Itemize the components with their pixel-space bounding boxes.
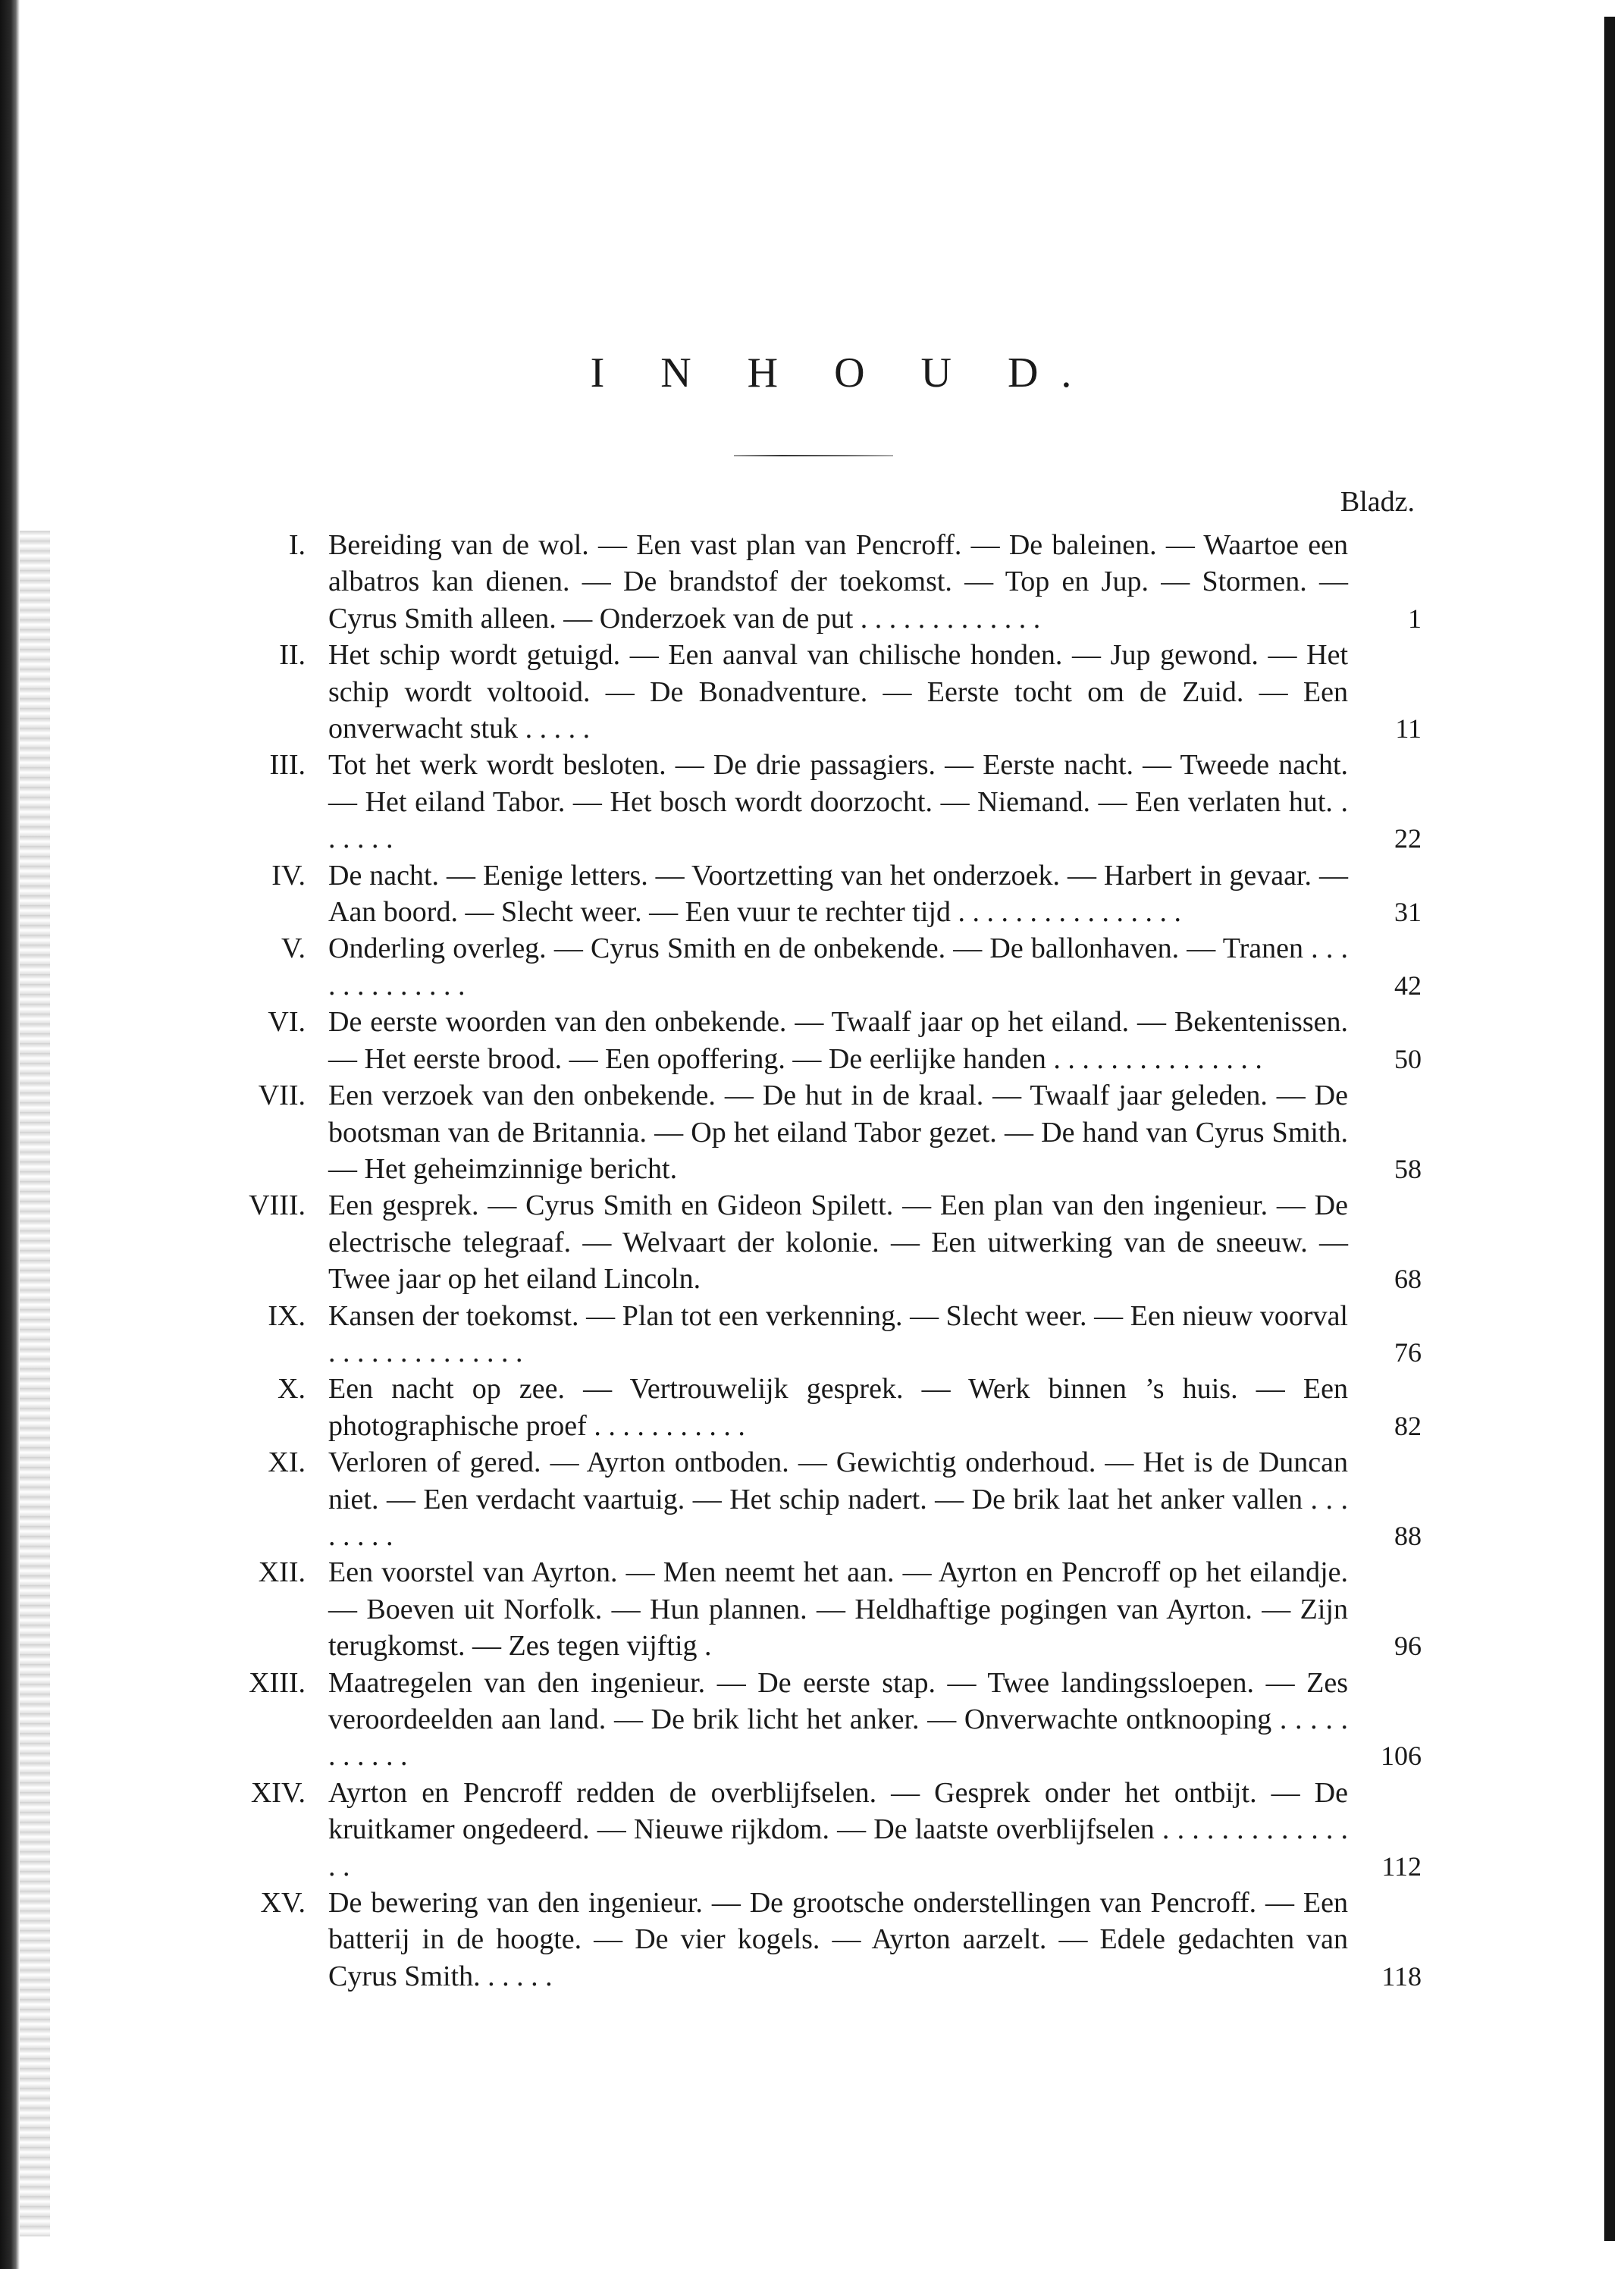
chapter-summary: Een gesprek. — Cyrus Smith en Gideon Spilett. — Een plan van den ingenieur. — De electrische telegraaf. — Welvaart der kolonie. — Een uitwerking van de sneeuw. — Twee jaar op het eiland Lincoln. — [328, 1189, 1348, 1296]
page-number: 96 — [1394, 1631, 1422, 1662]
title-rule — [734, 455, 893, 456]
chapter-number: XIV. — [250, 1776, 306, 1809]
chapter-summary: De bewering van den ingenieur. — De grootsche onderstellingen van Pencroff. — Een batterij in de hoogte. — De vier kogels. — Ayrton aarzelt. — Edele gedachten van Cyrus Smith. . . . . . — [328, 1887, 1348, 1992]
page-number: 68 — [1394, 1264, 1422, 1295]
page-number: 82 — [1394, 1410, 1422, 1441]
page-title: I N H O U D. — [590, 349, 1095, 396]
chapter-number: I. — [288, 529, 306, 561]
chapter-number: VIII. — [249, 1189, 306, 1222]
page-number: 50 — [1394, 1043, 1422, 1074]
page-number: 22 — [1394, 823, 1422, 854]
toc-entry — [193, 1187, 1422, 1297]
toc-entry — [193, 930, 1422, 1004]
scan-edge-texture — [20, 531, 50, 2236]
page-number: 58 — [1394, 1153, 1422, 1184]
page-number: 118 — [1381, 1960, 1422, 1992]
chapter-summary: Een voorstel van Ayrton. — Men neemt het aan. — Ayrton en Pencroff op het eilandje. — Boeven uit Norfolk. — Hun plannen. — Heldhaftige pogingen van Ayrton. — Zijn terugkomst. — Zes tegen vijftig . — [328, 1556, 1348, 1663]
page-number: 11 — [1395, 713, 1422, 744]
chapter-summary: Een verzoek van den onbekende. — De hut in de kraal. — Twaalf jaar geleden. — De bootsman van de Britannia. — Op het eiland Tabor gezet. — De hand van Cyrus Smith. — Het geheimzinnige bericht. — [328, 1080, 1348, 1185]
toc-entry — [193, 1298, 1422, 1371]
page-number: 31 — [1394, 897, 1422, 928]
chapter-summary: Verloren of gered. — Ayrton ontboden. — Gewichtig onderhoud. — Het is de Duncan niet. — Een verdacht vaartuig. — Het schip nadert. — De brik laat het anker vallen . . . . . . . . — [328, 1446, 1348, 1552]
toc-entry — [193, 1077, 1422, 1187]
toc-entry — [193, 857, 1422, 931]
page-number: 42 — [1394, 970, 1422, 1001]
page-number: 106 — [1381, 1741, 1422, 1772]
chapter-summary: Kansen der toekomst. — Plan tot een verkenning. — Slecht weer. — Een nieuw voorval . . . . . . . . . . . . . . — [328, 1299, 1348, 1368]
chapter-number: II. — [279, 639, 306, 672]
chapter-number: IV. — [271, 859, 306, 892]
chapter-number: V. — [281, 932, 306, 965]
chapter-number: IX. — [268, 1299, 306, 1332]
table-of-contents — [193, 527, 1422, 1995]
chapter-number: VI. — [268, 1006, 306, 1039]
chapter-summary: Tot het werk wordt besloten. — De drie passagiers. — Eerste nacht. — Tweede nacht. — Het eiland Tabor. — Het bosch wordt doorzocht. — Niemand. — Een verlaten hut. . . . . . . — [328, 749, 1348, 855]
toc-entry — [193, 637, 1422, 747]
page-number: 112 — [1381, 1851, 1422, 1882]
page-number: 76 — [1394, 1337, 1422, 1368]
chapter-summary: Bereiding van de wol. — Een vast plan van Pencroff. — De baleinen. — Waartoe een albatros kan dienen. — De brandstof der toekomst. — Top en Jup. — Stormen. — Cyrus Smith alleen. — Onderzoek van de put . . . . . . . . . . . . . — [328, 529, 1348, 635]
chapter-summary: Ayrton en Pencroff redden de overblijfselen. — Gesprek onder het ontbijt. — De kruitkamer ongedeerd. — Nieuwe rijkdom. — De laatste overblijfselen . . . . . . . . . . . . . . . — [328, 1776, 1348, 1882]
toc-entry — [193, 747, 1422, 857]
toc-entry — [193, 1775, 1422, 1885]
toc-entry — [193, 1554, 1422, 1664]
toc-entry — [193, 527, 1422, 637]
page-number: 1 — [1408, 603, 1422, 634]
toc-entry — [193, 1444, 1422, 1554]
chapter-number: XII. — [258, 1556, 306, 1589]
chapter-summary: Onderling overleg. — Cyrus Smith en de onbekende. — De ballonhaven. — Tranen . . . . . . . . . . . . . — [328, 932, 1348, 1001]
chapter-number: III. — [269, 749, 306, 782]
chapter-summary: De eerste woorden van den onbekende. — Twaalf jaar op het eiland. — Bekentenissen. — Het eerste brood. — Een opoffering. — De eerlijke handen . . . . . . . . . . . . . . . — [328, 1006, 1348, 1075]
page-column-label: Bladz. — [1340, 486, 1415, 518]
chapter-number: XIII. — [249, 1666, 306, 1699]
chapter-number: XV. — [260, 1887, 306, 1920]
toc-entry — [193, 1004, 1422, 1077]
toc-entry — [193, 1371, 1422, 1444]
chapter-summary: Een nacht op zee. — Vertrouwelijk gesprek. — Werk binnen ’s huis. — Een photographische proef . . . . . . . . . . . — [328, 1373, 1348, 1442]
chapter-number: X. — [277, 1373, 306, 1406]
scan-edge-left — [0, 0, 20, 2269]
chapter-summary: De nacht. — Eenige letters. — Voortzetting van het onderzoek. — Harbert in gevaar. — Aan boord. — Slecht weer. — Een vuur te rechter tijd . . . . . . . . . . . . . . . . — [328, 859, 1348, 929]
chapter-summary: Maatregelen van den ingenieur. — De eerste stap. — Twee landingssloepen. — Zes veroordeelden aan land. — De brik licht het anker. — Onverwachte ontknooping . . . . . . . . . . . — [328, 1666, 1348, 1772]
chapter-number: XI. — [268, 1446, 306, 1479]
toc-entry — [193, 1665, 1422, 1775]
chapter-summary: Het schip wordt getuigd. — Een aanval van chilische honden. — Jup gewond. — Het schip wordt voltooid. — De Bonadventure. — Eerste tocht om de Zuid. — Een onverwacht stuk . . . . . — [328, 639, 1348, 745]
page-number: 88 — [1394, 1520, 1422, 1551]
chapter-number: VII. — [258, 1080, 306, 1112]
toc-entry — [193, 1885, 1422, 1995]
